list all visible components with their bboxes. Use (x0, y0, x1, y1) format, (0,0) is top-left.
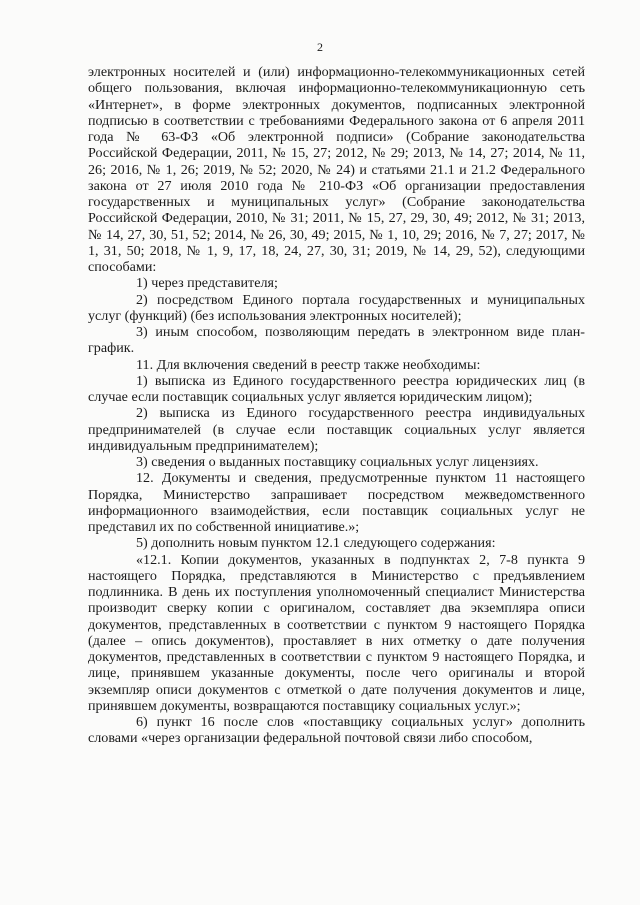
page-number: 2 (317, 40, 323, 54)
paragraph-section-12: 12. Документы и сведения, предусмотренные пунктом 11 настоящего Порядка, Министерство запрашивает посредством межведомственного информационного взаимодействия, если поставщик социальных услуг не представил их по собственной инициативе.»; (88, 470, 585, 535)
document-body (88, 64, 585, 747)
paragraph-section-11: 11. Для включения сведений в реестр также необходимы: (136, 356, 481, 373)
paragraph-section-12-1: «12.1. Копии документов, указанных в подпунктах 2, 7-8 пункта 9 настоящего Порядка, представляются в Министерство с предъявлением подлинника. В день их поступления уполномоченный специалист Министерства производит сверку копии с оригиналом, составляет два экземпляра описи документов, представленных в соответствии с пунктом 9 настоящего Порядка (далее – опись документов), проставляет в них отметку о дате получения документов, представленных в соответствии с пунктом 9 настоящего Порядка, и лице, принявшем указанные документы, после чего оригиналы и второй экземпляр описи документов с отметкой о дате получения документов и лице, принявшем документы, возвращаются поставщику социальных услуг.»; (88, 551, 585, 714)
paragraph-continuation: электронных носителей и (или) информационно-телекоммуникационных сетей общего пользования, включая информационно-телекоммуникационную сеть «Интернет», в форме электронных документов, подписанных электронной подписью в соответствии с требованиями Федерального закона от 6 апреля 2011 года № 63-ФЗ «Об электронной подписи» (Собрание законодательства Российской Федерации, 2011, № 15, 27; 2012, № 29; 2013, № 14, 27; 2014, № 11, 26; 2016, № 1, 26; 2019, № 52; 2020, № 24) и статьями 21.1 и 21.2 Федерального закона от 27 июля 2010 года № 210-ФЗ «Об организации предоставления государственных и муниципальных услуг» (Собрание законодательства Российской Федерации, 2010, № 31; 2011, № 15, 27, 29, 30, 49; 2012, № 31; 2013, № 14, 27, 30, 51, 52; 2014, № 26, 30, 49; 2015, № 1, 10, 29; 2016, № 7, 27; 2017, № 1, 31, 50; 2018, № 1, 9, 17, 18, 24, 27, 30, 31; 2019, № 14, 29, 52), следующими способами: (88, 64, 585, 275)
paragraph-item-representative: 1) через представителя; (136, 275, 278, 292)
paragraph-item-legal-entities: 1) выписка из Единого государственного реестра юридических лиц (в случае если поставщик социальных услуг является юридическим лицом); (88, 372, 585, 405)
paragraph-item-licenses: 3) сведения о выданных поставщику социальных услуг лицензиях. (136, 454, 539, 470)
paragraph-item-other-method: 3) иным способом, позволяющим передать в электронном виде план-график. (88, 324, 585, 357)
paragraph-amendment-5: 5) дополнить новым пунктом 12.1 следующего содержания: (136, 535, 496, 552)
paragraph-amendment-6: 6) пункт 16 после слов «поставщику социальных услуг» дополнить словами «через организации федеральной почтовой связи либо способом, (88, 714, 585, 747)
paragraph-item-entrepreneurs: 2) выписка из Единого государственного реестра индивидуальных предпринимателей (в случае если поставщик социальных услуг является индивидуальным предпринимателем); (88, 405, 585, 454)
paragraph-item-portal: 2) посредством Единого портала государственных и муниципальных услуг (функций) (без использования электронных носителей); (88, 291, 585, 324)
